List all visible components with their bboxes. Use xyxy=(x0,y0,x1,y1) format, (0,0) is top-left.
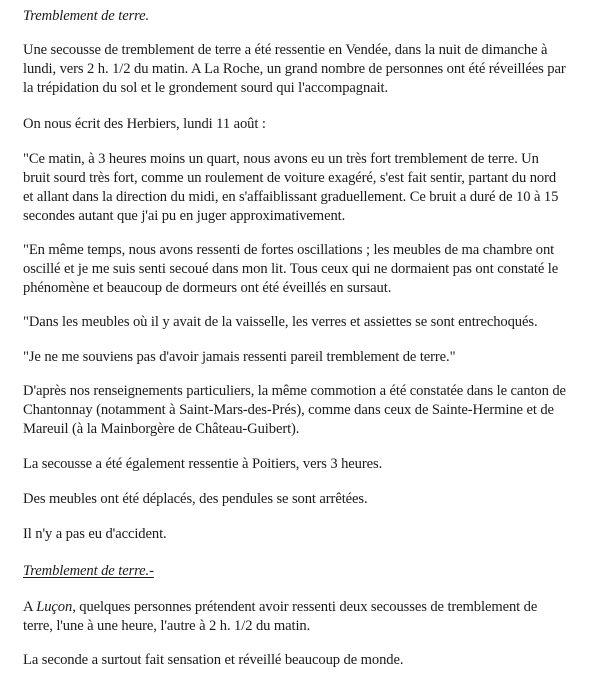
text-line: Chantonnay (notamment à Saint-Mars-des-Prés), comme dans ceux de Sainte-Hermine et de xyxy=(23,402,554,418)
text-line: bruit sourd très fort, comme un roulement de voiture exagéré, s'est fait sentir, partant du nord xyxy=(23,170,557,186)
text-line: "Je ne me souviens pas d'avoir jamais ressenti pareil tremblement de terre." xyxy=(23,349,456,365)
text-line: Il n'y a pas eu d'accident. xyxy=(23,526,167,542)
text-line: et allant dans la direction du midi, en s'affaiblissant graduellement. Ce bruit a duré de 10 à 15 xyxy=(23,189,559,205)
text-rest: , quelques personnes prétendent avoir ressenti deux secousses de tremblement de xyxy=(72,599,538,615)
text-line: La secousse a été également ressentie à Poitiers, vers 3 heures. xyxy=(23,456,383,472)
text-line: D'après nos renseignements particuliers, la même commotion a été constatée dans le canton de xyxy=(23,383,566,399)
article-title-lucon: Tremblement de terre.- xyxy=(23,563,154,579)
text-line: Des meubles ont été déplacés, des pendules se sont arrêtées. xyxy=(23,491,368,507)
text-line: secondes autant que j'ai pu en juger approximativement. xyxy=(23,208,346,224)
text-line: "En même temps, nous avons ressenti de fortes oscillations ; les meubles de ma chambre ont xyxy=(23,242,555,258)
text-line xyxy=(23,598,537,616)
text-line: La seconde a surtout fait sensation et réveillé beaucoup de monde. xyxy=(23,652,404,668)
place-name: Luçon xyxy=(36,599,73,615)
article-title: Tremblement de terre. xyxy=(23,8,150,24)
text-line: la trépidation du sol et le grondement sourd qui l'accompagnait. xyxy=(23,80,389,96)
text-line: lundi, vers 2 h. 1/2 du matin. A La Roche, un grand nombre de personnes ont été réveillées par xyxy=(23,61,566,77)
text-line: "Ce matin, à 3 heures moins un quart, nous avons eu un très fort tremblement de terre. Un xyxy=(23,151,539,167)
text-line: phénomène et beaucoup de dormeurs ont été éveillés en sursaut. xyxy=(23,280,392,296)
text-prefix: A xyxy=(23,599,37,615)
text-line: Une secousse de tremblement de terre a été ressentie en Vendée, dans la nuit de dimanche à xyxy=(23,42,548,58)
text-line: oscillé et je me suis senti secoué dans mon lit. Tous ceux qui ne dormaient pas ont constaté le xyxy=(23,261,559,277)
text-line: terre, l'une à une heure, l'autre à 2 h. 1/2 du matin. xyxy=(23,618,311,634)
text-line: "Dans les meubles où il y avait de la vaisselle, les verres et assiettes se sont entrechoqués. xyxy=(23,314,538,330)
text-line: Mareuil (à la Mainborgère de Château-Guibert). xyxy=(23,421,300,437)
text-line: On nous écrit des Herbiers, lundi 11 août : xyxy=(23,116,266,132)
